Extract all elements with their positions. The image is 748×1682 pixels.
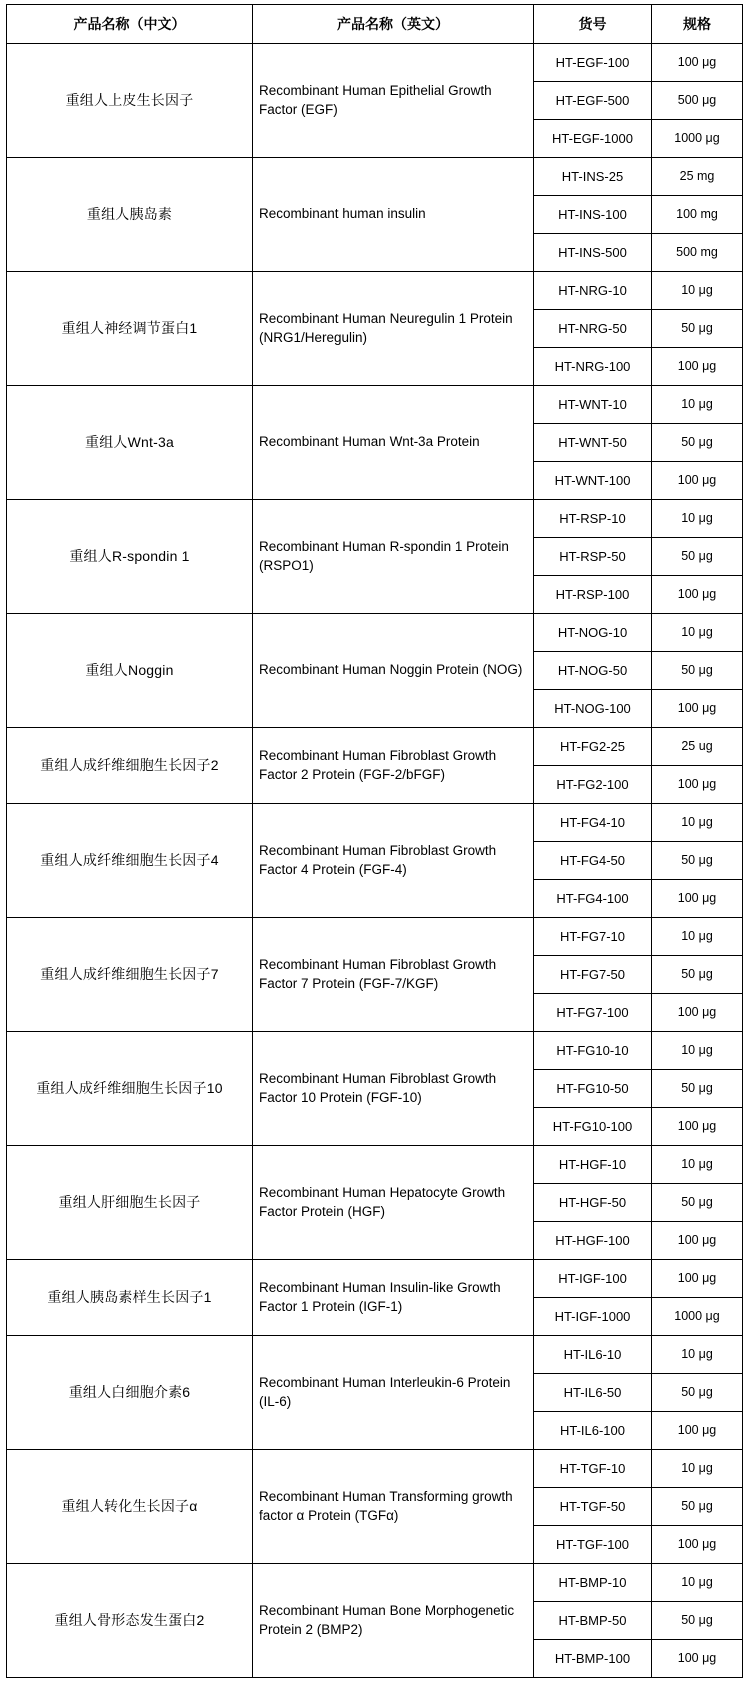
specification: 100 μg — [652, 1222, 743, 1260]
product-name-cn: 重组人神经调节蛋白1 — [7, 272, 253, 386]
table-row — [7, 1450, 743, 1488]
catalog-number: HT-IGF-100 — [534, 1260, 652, 1298]
product-name-cn: 重组人上皮生长因子 — [7, 44, 253, 158]
table-header-row — [7, 5, 743, 44]
specification: 50 μg — [652, 842, 743, 880]
table-row — [7, 918, 743, 956]
catalog-number: HT-BMP-100 — [534, 1640, 652, 1678]
specification: 50 μg — [652, 310, 743, 348]
catalog-number: HT-NRG-100 — [534, 348, 652, 386]
table-row — [7, 386, 743, 424]
specification: 10 μg — [652, 1336, 743, 1374]
catalog-number: HT-IL6-50 — [534, 1374, 652, 1412]
catalog-number: HT-HGF-50 — [534, 1184, 652, 1222]
product-name-en: Recombinant Human Fibroblast Growth Factor 4 Protein (FGF-4) — [253, 804, 534, 918]
catalog-number: HT-EGF-100 — [534, 44, 652, 82]
table-row — [7, 728, 743, 766]
product-name-en: Recombinant Human Fibroblast Growth Factor 10 Protein (FGF-10) — [253, 1032, 534, 1146]
column-header-catalog: 货号 — [534, 5, 652, 44]
table-row — [7, 272, 743, 310]
catalog-number: HT-TGF-100 — [534, 1526, 652, 1564]
table-row — [7, 614, 743, 652]
table-row — [7, 1032, 743, 1070]
product-name-en: Recombinant Human Transforming growth factor α Protein (TGFα) — [253, 1450, 534, 1564]
catalog-number: HT-WNT-50 — [534, 424, 652, 462]
catalog-number: HT-FG4-50 — [534, 842, 652, 880]
product-name-cn: 重组人Noggin — [7, 614, 253, 728]
specification: 50 μg — [652, 1070, 743, 1108]
product-name-cn: 重组人胰岛素样生长因子1 — [7, 1260, 253, 1336]
catalog-number: HT-IL6-100 — [534, 1412, 652, 1450]
product-name-en: Recombinant Human Interleukin-6 Protein (IL-6) — [253, 1336, 534, 1450]
specification: 50 μg — [652, 424, 743, 462]
product-name-en: Recombinant Human Insulin-like Growth Factor 1 Protein (IGF-1) — [253, 1260, 534, 1336]
catalog-number: HT-RSP-50 — [534, 538, 652, 576]
table-row — [7, 1564, 743, 1602]
specification: 100 μg — [652, 576, 743, 614]
catalog-number: HT-FG10-100 — [534, 1108, 652, 1146]
product-name-cn: 重组人成纤维细胞生长因子7 — [7, 918, 253, 1032]
table-row — [7, 804, 743, 842]
table-row — [7, 158, 743, 196]
specification: 100 μg — [652, 1526, 743, 1564]
specification: 10 μg — [652, 1032, 743, 1070]
column-header-en-name: 产品名称（英文） — [253, 5, 534, 44]
product-name-en: Recombinant Human Fibroblast Growth Factor 7 Protein (FGF-7/KGF) — [253, 918, 534, 1032]
specification: 50 μg — [652, 1488, 743, 1526]
catalog-number: HT-INS-25 — [534, 158, 652, 196]
catalog-number: HT-TGF-50 — [534, 1488, 652, 1526]
column-header-cn-name: 产品名称（中文） — [7, 5, 253, 44]
specification: 10 μg — [652, 614, 743, 652]
catalog-number: HT-FG7-100 — [534, 994, 652, 1032]
product-name-en: Recombinant Human R-spondin 1 Protein (RSPO1) — [253, 500, 534, 614]
specification: 50 μg — [652, 538, 743, 576]
catalog-number: HT-EGF-500 — [534, 82, 652, 120]
specification: 10 μg — [652, 1564, 743, 1602]
specification: 10 μg — [652, 272, 743, 310]
specification: 1000 μg — [652, 120, 743, 158]
specification: 10 μg — [652, 804, 743, 842]
specification: 100 μg — [652, 348, 743, 386]
specification: 10 μg — [652, 1146, 743, 1184]
catalog-number: HT-NOG-10 — [534, 614, 652, 652]
specification: 50 μg — [652, 1374, 743, 1412]
table-row — [7, 1336, 743, 1374]
specification: 100 μg — [652, 690, 743, 728]
specification: 100 mg — [652, 196, 743, 234]
table-body — [7, 44, 743, 1678]
table-row — [7, 500, 743, 538]
catalog-number: HT-NOG-50 — [534, 652, 652, 690]
product-name-cn: 重组人肝细胞生长因子 — [7, 1146, 253, 1260]
product-name-cn: 重组人转化生长因子α — [7, 1450, 253, 1564]
specification: 100 μg — [652, 994, 743, 1032]
catalog-number: HT-FG2-100 — [534, 766, 652, 804]
catalog-number: HT-INS-500 — [534, 234, 652, 272]
specification: 100 μg — [652, 1108, 743, 1146]
catalog-number: HT-FG7-50 — [534, 956, 652, 994]
catalog-number: HT-FG10-10 — [534, 1032, 652, 1070]
specification: 50 μg — [652, 956, 743, 994]
specification: 1000 μg — [652, 1298, 743, 1336]
catalog-number: HT-BMP-50 — [534, 1602, 652, 1640]
specification: 10 μg — [652, 1450, 743, 1488]
product-name-cn: 重组人成纤维细胞生长因子10 — [7, 1032, 253, 1146]
specification: 100 μg — [652, 1412, 743, 1450]
specification: 500 μg — [652, 82, 743, 120]
specification: 100 μg — [652, 766, 743, 804]
catalog-number: HT-EGF-1000 — [534, 120, 652, 158]
catalog-number: HT-FG2-25 — [534, 728, 652, 766]
catalog-number: HT-TGF-10 — [534, 1450, 652, 1488]
specification: 10 μg — [652, 386, 743, 424]
catalog-number: HT-HGF-10 — [534, 1146, 652, 1184]
specification: 50 μg — [652, 1602, 743, 1640]
specification: 50 μg — [652, 652, 743, 690]
product-name-en: Recombinant Human Fibroblast Growth Factor 2 Protein (FGF-2/bFGF) — [253, 728, 534, 804]
product-name-en: Recombinant Human Bone Morphogenetic Protein 2 (BMP2) — [253, 1564, 534, 1678]
product-name-en: Recombinant Human Epithelial Growth Factor (EGF) — [253, 44, 534, 158]
product-name-cn: 重组人R-spondin 1 — [7, 500, 253, 614]
specification: 500 mg — [652, 234, 743, 272]
product-name-cn: 重组人成纤维细胞生长因子4 — [7, 804, 253, 918]
catalog-number: HT-FG4-10 — [534, 804, 652, 842]
catalog-number: HT-NRG-10 — [534, 272, 652, 310]
catalog-number: HT-RSP-100 — [534, 576, 652, 614]
column-header-spec: 规格 — [652, 5, 743, 44]
catalog-number: HT-IL6-10 — [534, 1336, 652, 1374]
catalog-number: HT-NOG-100 — [534, 690, 652, 728]
specification: 100 μg — [652, 880, 743, 918]
product-name-cn: 重组人胰岛素 — [7, 158, 253, 272]
specification: 100 μg — [652, 1260, 743, 1298]
table-row — [7, 1260, 743, 1298]
catalog-number: HT-IGF-1000 — [534, 1298, 652, 1336]
specification: 10 μg — [652, 918, 743, 956]
product-table — [6, 4, 743, 1678]
product-name-cn: 重组人成纤维细胞生长因子2 — [7, 728, 253, 804]
table-row — [7, 44, 743, 82]
specification: 25 ug — [652, 728, 743, 766]
catalog-number: HT-BMP-10 — [534, 1564, 652, 1602]
product-name-en: Recombinant Human Neuregulin 1 Protein (NRG1/Heregulin) — [253, 272, 534, 386]
product-name-en: Recombinant Human Hepatocyte Growth Factor Protein (HGF) — [253, 1146, 534, 1260]
specification: 25 mg — [652, 158, 743, 196]
product-name-en: Recombinant Human Noggin Protein (NOG) — [253, 614, 534, 728]
catalog-number: HT-FG7-10 — [534, 918, 652, 956]
table-header — [7, 5, 743, 44]
catalog-number: HT-NRG-50 — [534, 310, 652, 348]
catalog-number: HT-HGF-100 — [534, 1222, 652, 1260]
catalog-number: HT-WNT-100 — [534, 462, 652, 500]
product-name-cn: 重组人白细胞介素6 — [7, 1336, 253, 1450]
specification: 50 μg — [652, 1184, 743, 1222]
catalog-number: HT-INS-100 — [534, 196, 652, 234]
catalog-number: HT-FG10-50 — [534, 1070, 652, 1108]
product-name-en: Recombinant human insulin — [253, 158, 534, 272]
product-name-cn: 重组人骨形态发生蛋白2 — [7, 1564, 253, 1678]
specification: 100 μg — [652, 44, 743, 82]
catalog-number: HT-FG4-100 — [534, 880, 652, 918]
product-name-cn: 重组人Wnt-3a — [7, 386, 253, 500]
catalog-number: HT-WNT-10 — [534, 386, 652, 424]
product-name-en: Recombinant Human Wnt-3a Protein — [253, 386, 534, 500]
catalog-number: HT-RSP-10 — [534, 500, 652, 538]
specification: 100 μg — [652, 462, 743, 500]
specification: 10 μg — [652, 500, 743, 538]
table-row — [7, 1146, 743, 1184]
specification: 100 μg — [652, 1640, 743, 1678]
